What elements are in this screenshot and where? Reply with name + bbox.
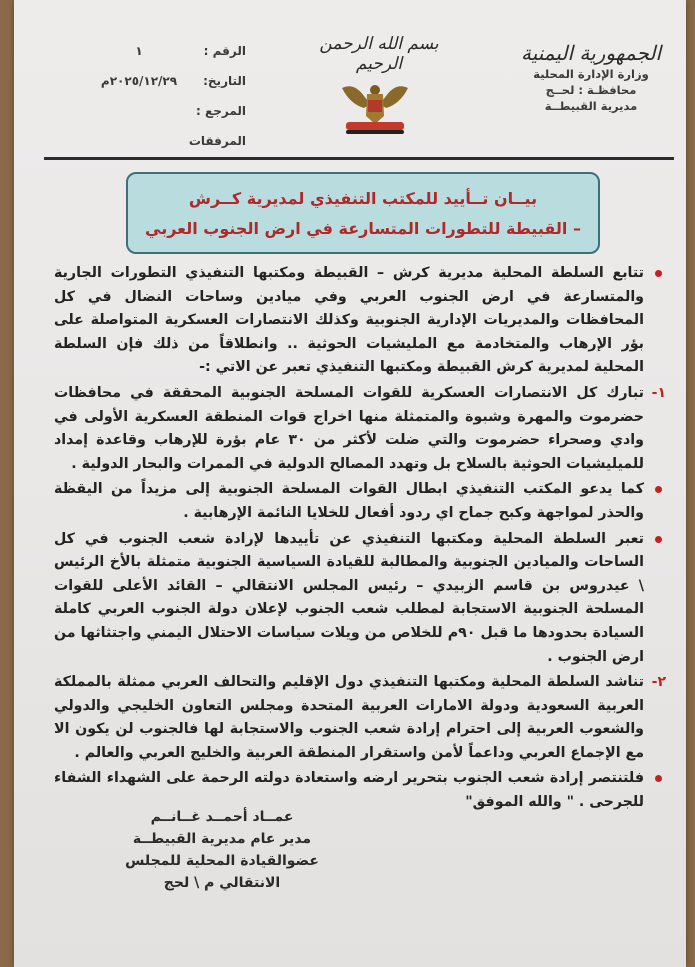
ministry-header <box>516 40 666 114</box>
bullet-icon <box>655 486 662 493</box>
paragraph-text: تتابع السلطة المحلية مديرية كرش – القبيطة ومكتبها التنفيذي التطورات الجارية والمتسارعة في ارض الجنوب العربي وفي ميادين وساحات النضال في كل المحافظات والمديريات الإدارية الجنوبية وكذلك الانتصارات العسكرية المتواصلة على بؤر الإرهاب والمتخادمة مع المليشيات الحوثية .. وانطلاقاً من ذلك فإن السلطة المحلية لمديرية كرش القبيطة ومكتبها التنفيذي تعبر عن الاتي :- <box>54 265 644 376</box>
bullet-icon <box>655 536 662 543</box>
paragraph <box>54 262 666 380</box>
paragraph <box>54 671 666 765</box>
paragraph-text: تبارك كل الانتصارات العسكرية للقوات المسلحة الجنوبية المحققة في محافظات حضرموت والمهرة وشبوة والمتمثلة منها اخراج قوات المنطقة العسكرية الأولى في وادي وصحراء حضرموت والتي ضلت لأكثر من ٣٠ عام بؤرة للإرهاب وقاعدة إمداد للميليشيات الحوثية بالسلاح بل وتهدد المصالح الدولية في الممرات والبحار الدولية . <box>54 384 644 472</box>
document-page <box>14 0 686 967</box>
basmala: بسم الله الرحمن الرحيم <box>319 34 439 74</box>
bullet-icon <box>655 775 662 782</box>
eagle-emblem-icon <box>334 78 416 136</box>
ref-label: الرقم : <box>203 44 246 58</box>
item-number: ٢- <box>651 674 666 691</box>
ref-label: المرجع : <box>196 104 246 118</box>
statement-title-box <box>126 172 600 254</box>
paragraph <box>54 382 666 476</box>
republic-logotype: الجمهورية اليمنية <box>520 41 662 65</box>
title-line-2: – القبيطة للتطورات المتسارعة في ارض الجنوب العربي <box>145 219 581 238</box>
signatory-title: مدير عام مديرية القبيطــة <box>132 831 312 847</box>
paragraph-text: تناشد السلطة المحلية ومكتبها التنفيذي دول الإقليم والتحالف العربي ممثلة بالمملكة العربية السعودية ودولة الامارات العربية المتحدة ومجلس التعاون الخليجي والدولي والشعوب العربية إلى احترام إرادة شعب الجنوب والاستجابة لها فالجنوب لن يكون الا مع الإجماع العربي وداعماً لأمن واستقرار المنطقة العربية والخليج العربي والعالم . <box>54 674 644 761</box>
ref-number-row <box>76 36 246 66</box>
signatory-affiliation: الانتقالي م \ لحج <box>163 875 281 891</box>
paragraph <box>54 478 666 525</box>
district-line: مديرية القبيطــة <box>544 99 638 113</box>
signatory-name: عمــاد أحمــد غــانــم <box>150 809 294 825</box>
title-line-1: بيــان تــأييد للمكتب التنفيذي لمديرية كــرش <box>188 189 538 208</box>
ref-value: ٢٠٢٥/١٢/٢٩م <box>100 74 178 88</box>
ref-value: ١ <box>135 44 143 58</box>
signatory-role: عضوالقيادة المحلية للمجلس <box>125 853 319 869</box>
statement-body <box>54 262 666 817</box>
signature-block <box>102 806 342 894</box>
bullet-icon <box>655 270 662 277</box>
ref-reference-row <box>76 96 246 126</box>
governorate-line: محافظـة : لحــج <box>545 83 637 97</box>
header-divider <box>44 157 674 160</box>
paragraph-text: تعبر السلطة المحلية ومكتبها التنفيذي عن تأييدها لإرادة شعب الجنوب في كل الساحات والميادين الجنوبية والمطالبة للقيادة السياسية الجنوبية متمثلة بالأخ الرئيس \ عيدروس بن قاسم الزبيدي – رئيس المجلس الانتقالي – القائد الأعلى للقوات المسلحة الجنوبية الاستجابة لمطلب شعب الجنوب لإعلان دولة الجنوب العربي كاملة السيادة بحدودها ما قبل ٩٠م للخلاص من ويلات سياسات الاحتلال اليمني واجتثاثها من ارض الجنوب . <box>54 530 644 665</box>
ref-attachments-row <box>76 126 246 156</box>
paragraph-text: كما يدعو المكتب التنفيذي ابطال القوات المسلحة الجنوبية إلى مزيداً من اليقظة والحذر لمواجهة وكبح جماح اي ردود أفعال للخلايا النائمة الإرهابية . <box>54 481 644 521</box>
ref-date-row <box>76 66 246 96</box>
reference-block <box>76 36 246 156</box>
ref-label: التاريخ: <box>203 74 246 88</box>
ref-label: المرفقات <box>188 134 246 148</box>
ministry-line: وزارة الإدارة المحلية <box>533 67 649 81</box>
paragraph <box>54 528 666 670</box>
paragraph-text: فلتنتصر إرادة شعب الجنوب بتحرير ارضه واستعادة دولته الرحمة على الشهداء الشفاء للجرحى . " والله الموفق" <box>54 770 644 811</box>
item-number: ١- <box>651 384 666 401</box>
